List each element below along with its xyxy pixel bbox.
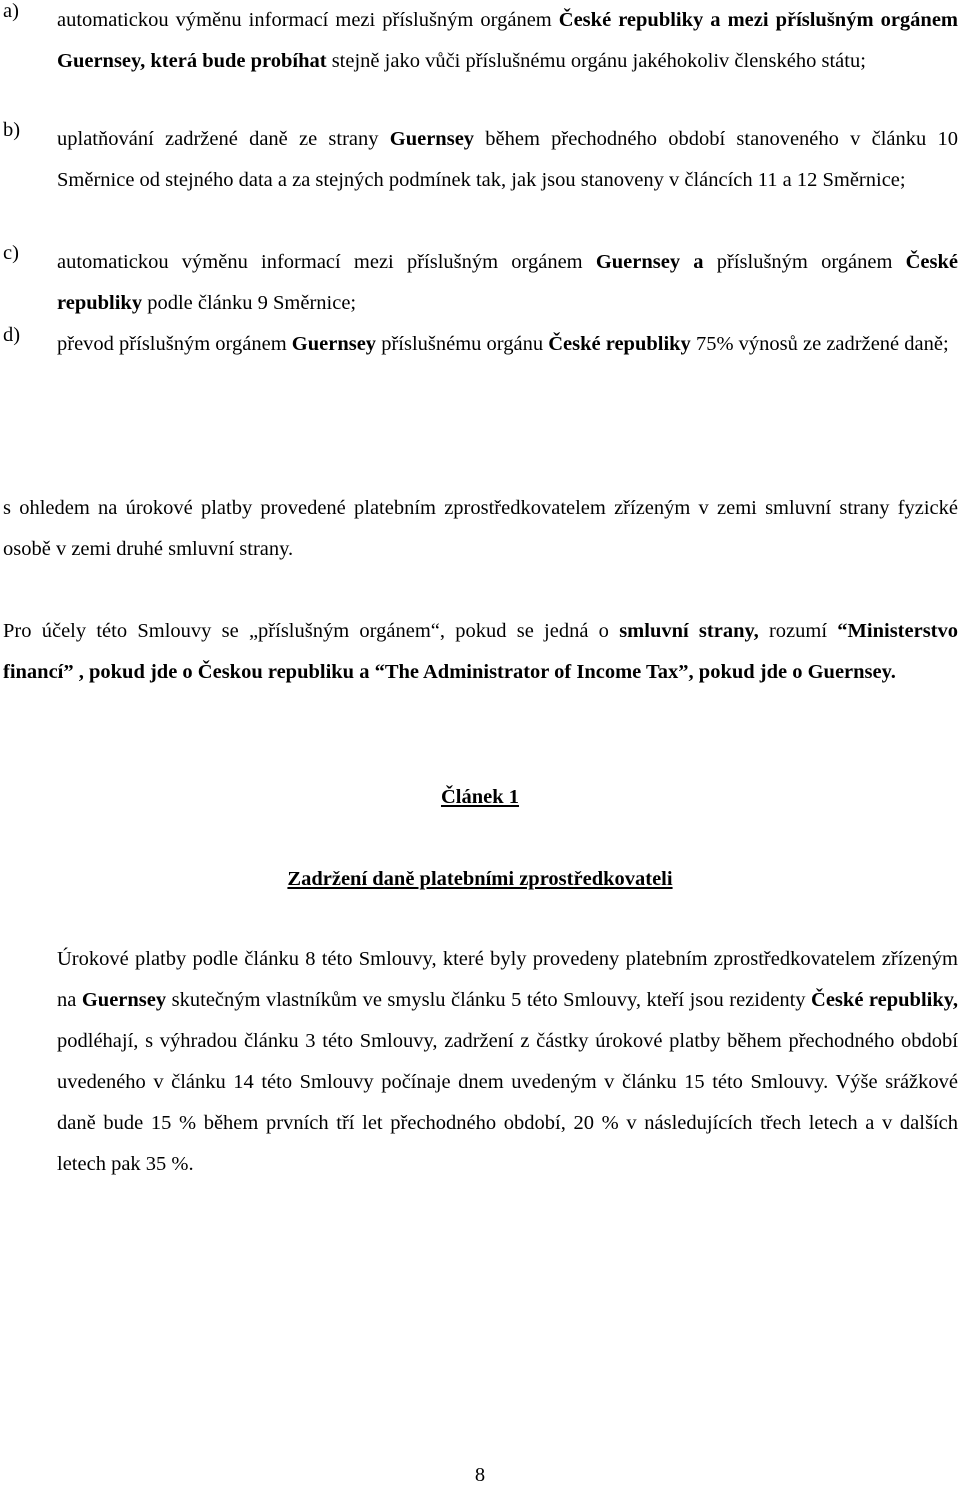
bold-text-run: České republiky,: [811, 989, 958, 1011]
bold-text-run: České republiky a mezi příslušným orgánem Guernsey, která bude probíhat: [57, 9, 958, 72]
bold-text-run: Guernsey a: [595, 251, 704, 273]
text-run: příslušným orgánem: [703, 251, 906, 273]
list-marker: c): [3, 242, 19, 264]
text-run: s ohledem na úrokové platby provedené platebním zprostředkovatelem zřízeným v zemi smluvní strany fyzické osobě v zemi druhé smluvní strany.: [3, 497, 958, 560]
paragraph-article-1: [57, 939, 958, 1185]
text-run: Úrokové platby podle článku 8 této Smlouvy, které byly provedeny platebním zprostředkovatelem zřízeným na: [57, 948, 958, 1011]
bold-text-run: “Ministerstvo financí” , pokud jde o Českou republiku a “The Administrator of Income Tax”, pokud jde o Guernsey.: [3, 620, 958, 683]
bold-text-run: Guernsey: [81, 989, 167, 1011]
text-run: podle článku 9 Směrnice;: [142, 292, 357, 314]
bold-text-run: Guernsey: [389, 128, 475, 150]
list-item-a: [0, 0, 958, 82]
text-run: automatickou výměnu informací mezi příslušným orgánem: [57, 9, 559, 31]
bold-text-run: České republiky: [57, 251, 959, 314]
text-run: uplatňování zadržené daně ze strany: [57, 128, 390, 150]
list-marker: b): [3, 119, 21, 141]
text-run: Pro účely této Smlouvy se „příslušným orgánem“, pokud se jedná o: [3, 620, 620, 642]
paragraph-scope: [3, 488, 958, 570]
text-run: příslušnému orgánu: [376, 333, 549, 355]
list-item-c: [0, 242, 958, 324]
paragraph-definition: [3, 611, 958, 693]
bold-text-run: smluvní strany,: [619, 620, 759, 642]
text-run: převod příslušným orgánem: [57, 333, 292, 355]
bold-text-run: České republiky: [548, 333, 691, 355]
article-subtitle: Zadržení daně platebními zprostředkovateli: [287, 868, 673, 890]
article-title: Článek 1: [440, 786, 520, 808]
list-item-text: [57, 0, 958, 82]
list-item-text: [57, 242, 958, 324]
text-run: 75% výnosů ze zadržené daně;: [690, 333, 949, 355]
list-item-b: [0, 119, 958, 201]
text-run: stejně jako vůči příslušnému orgánu jakéhokoliv členského státu;: [326, 50, 866, 72]
text-run: automatickou výměnu informací mezi příslušným orgánem: [57, 251, 596, 273]
bold-text-run: Guernsey: [291, 333, 377, 355]
text-run: během přechodného období stanoveného v článku 10 Směrnice od stejného data a za stejných podmínek tak, jak jsou stanoveny v článcích 11 a 12 Směrnice;: [57, 128, 958, 191]
list-item-d: [0, 324, 958, 365]
list-item-text: [57, 119, 958, 201]
text-run: skutečným vlastníkům ve smyslu článku 5 této Smlouvy, kteří jsou rezidenty: [166, 989, 812, 1011]
list-marker: d): [3, 324, 21, 346]
page-number: 8: [474, 1464, 486, 1486]
list-marker: a): [3, 0, 19, 22]
text-run: podléhají, s výhradou článku 3 této Smlouvy, zadržení z částky úrokové platby během přechodného období uvedeného v článku 14 této Smlouvy počínaje dnem uvedeným v článku 15 této Smlouvy. Výše srážkové daně bude 15 % během prvních tří let přechodného období, 20 % v následujících třech letech a v dalších letech pak 35 %.: [57, 1030, 958, 1175]
text-run: rozumí: [758, 620, 838, 642]
list-item-text: [57, 324, 958, 365]
